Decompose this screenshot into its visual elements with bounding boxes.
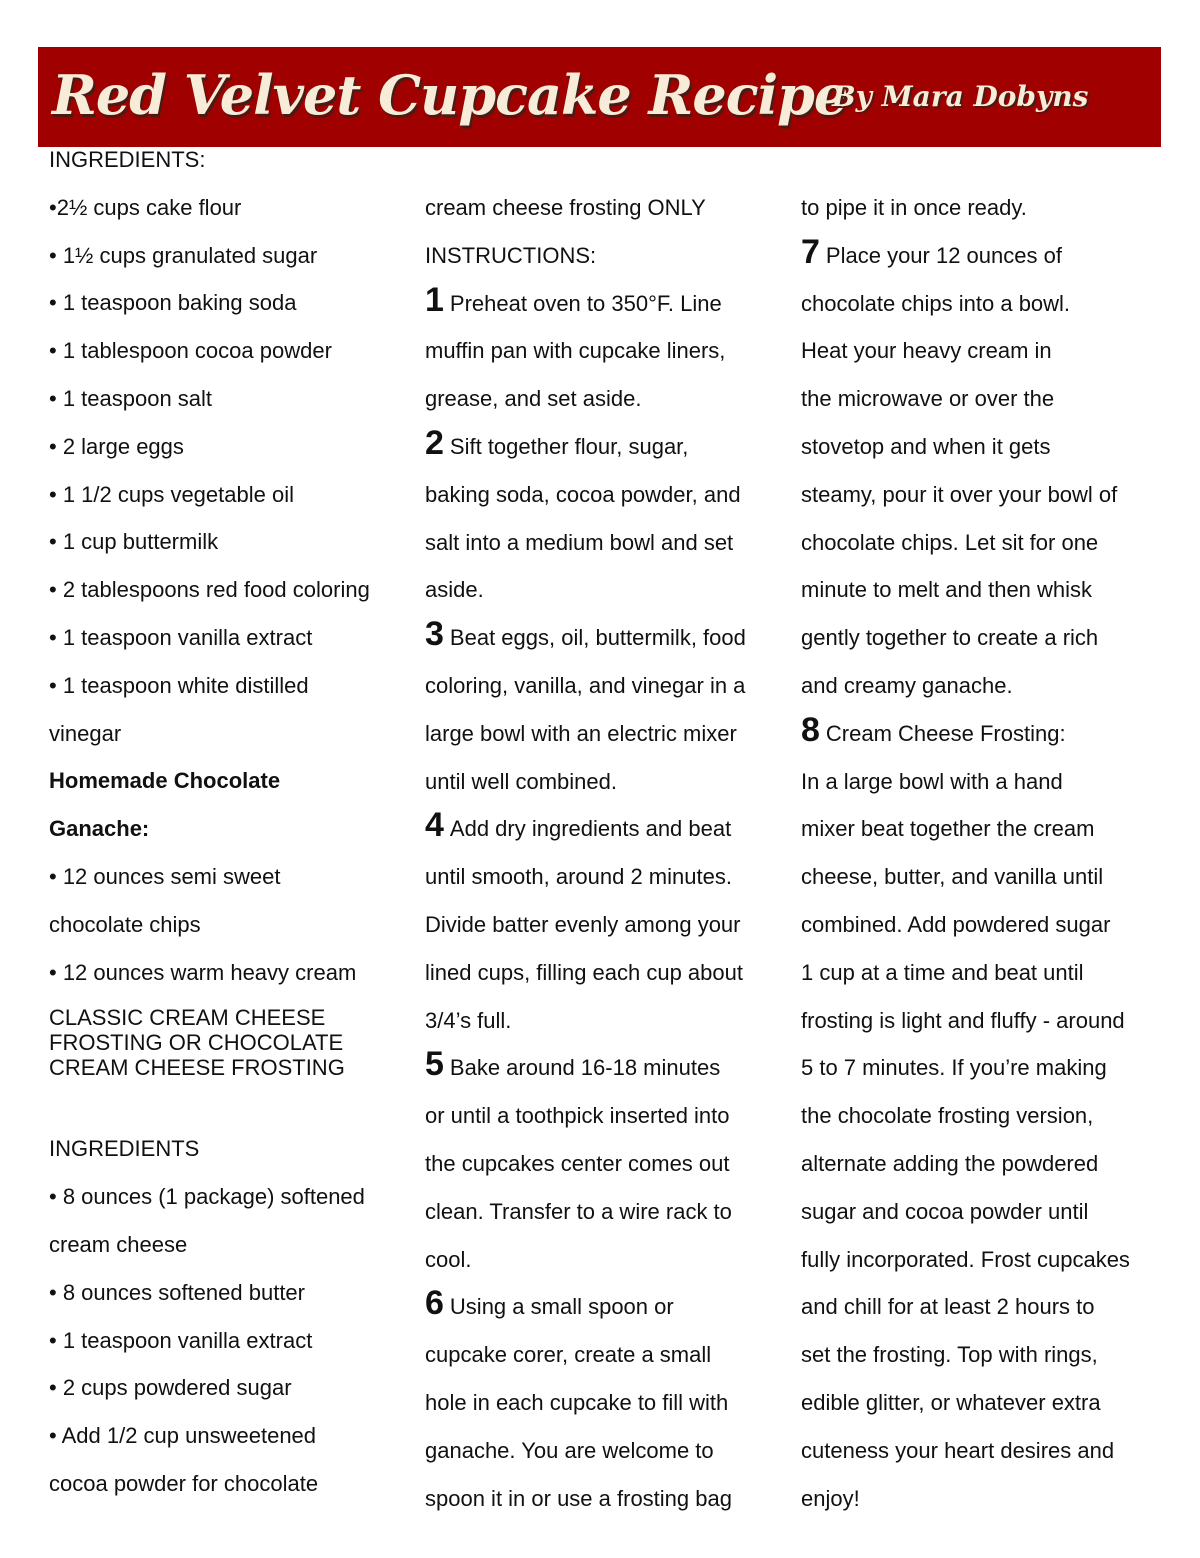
step-line: hole in each cupcake to fill with [425, 1389, 729, 1415]
ganache-item: chocolate chips [49, 911, 201, 937]
ingredient-item: • 2 large eggs [49, 433, 184, 459]
step-line: cuteness your heart desires and [801, 1437, 1115, 1463]
frosting-heading-line: CLASSIC CREAM CHEESE [49, 1005, 326, 1031]
step-line: edible glitter, or whatever extra [801, 1389, 1101, 1415]
step-line: chocolate chips into a bowl. [801, 290, 1071, 316]
step-line [425, 1283, 777, 1331]
step-text: Beat eggs, oil, buttermilk, food [449, 625, 746, 651]
step-line: baking soda, cocoa powder, and [425, 481, 741, 507]
step-line: 3/4’s full. [425, 1007, 512, 1033]
step-line: and chill for at least 2 hours to [801, 1294, 1095, 1320]
frosting-item: cocoa powder for chocolate [49, 1470, 319, 1496]
step-line: 5 to 7 minutes. If you’re making [801, 1055, 1107, 1081]
ingredient-item: • 1 teaspoon vanilla extract [49, 624, 313, 650]
step-number: 8 [801, 710, 820, 749]
ganache-heading: Ganache: [49, 816, 150, 842]
title-banner [38, 47, 1161, 147]
step-line: frosting is light and fluffy - around [801, 1007, 1125, 1033]
step-text: Cream Cheese Frosting: [825, 720, 1066, 746]
step-line [425, 805, 777, 853]
step-line: In a large bowl with a hand [801, 768, 1063, 794]
step-text: Place your 12 ounces of [825, 242, 1062, 268]
step-line: chocolate chips. Let sit for one [801, 529, 1099, 555]
step-line: enjoy! [801, 1485, 860, 1511]
step-line: Divide batter evenly among your [425, 911, 741, 937]
step-line: or until a toothpick inserted into [425, 1103, 730, 1129]
ingredient-item: vinegar [49, 720, 122, 746]
step-line [425, 280, 777, 328]
ingredient-item: • 1 teaspoon baking soda [49, 290, 297, 316]
step-line: stovetop and when it gets [801, 433, 1051, 459]
step-line: the chocolate frosting version, [801, 1103, 1094, 1129]
recipe-title: Red Velvet Cupcake Recipe [52, 63, 848, 127]
step-number: 2 [425, 423, 444, 462]
frosting-item: • 8 ounces softened butter [49, 1279, 305, 1305]
step-number: 1 [425, 280, 444, 319]
column-ingredients [49, 136, 401, 1508]
step-number: 6 [425, 1284, 444, 1323]
step-line: and creamy ganache. [801, 672, 1013, 698]
step-line: until well combined. [425, 768, 617, 794]
ganache-heading: Homemade Chocolate [49, 768, 281, 794]
step-line: steamy, pour it over your bowl of [801, 481, 1118, 507]
step-line: clean. Transfer to a wire rack to [425, 1198, 732, 1224]
step-line: aside. [425, 577, 484, 603]
step-line: the microwave or over the [801, 386, 1055, 412]
step-line: sugar and cocoa powder until [801, 1198, 1089, 1224]
step-line [801, 710, 1161, 758]
step-line: 1 cup at a time and beat until [801, 959, 1084, 985]
step-line: until smooth, around 2 minutes. [425, 864, 732, 890]
column-instructions-1 [425, 184, 777, 1522]
step-line: Heat your heavy cream in [801, 338, 1052, 364]
step-line: to pipe it in once ready. [801, 195, 1027, 220]
frosting-item: cream cheese [49, 1231, 188, 1257]
ingredient-item: • 1 1/2 cups vegetable oil [49, 481, 294, 507]
step-line: gently together to create a rich [801, 625, 1099, 651]
frosting-item: • 2 cups powdered sugar [49, 1375, 292, 1401]
step-line: lined cups, filling each cup about [425, 959, 743, 985]
ingredient-item: • 1 tablespoon cocoa powder [49, 338, 332, 364]
frosting-continued: cream cheese frosting ONLY [425, 195, 706, 220]
frosting-item: • 8 ounces (1 package) softened [49, 1184, 365, 1210]
step-text: Sift together flour, sugar, [449, 433, 689, 459]
step-text: Using a small spoon or [449, 1294, 674, 1320]
ingredient-item: • 1 teaspoon white distilled [49, 672, 309, 698]
step-line: combined. Add powdered sugar [801, 911, 1111, 937]
column-instructions-2 [801, 184, 1161, 1522]
step-line: cheese, butter, and vanilla until [801, 864, 1104, 890]
ingredient-item: •2½ cups cake flour [49, 194, 242, 220]
step-line [425, 1044, 777, 1092]
step-number: 3 [425, 615, 444, 654]
step-line: minute to melt and then whisk [801, 577, 1093, 603]
step-number: 4 [425, 806, 444, 845]
frosting-heading-line: CREAM CHEESE FROSTING [49, 1055, 345, 1081]
frosting-item: • 1 teaspoon vanilla extract [49, 1327, 313, 1353]
instructions-heading: INSTRUCTIONS: [425, 242, 597, 268]
step-line: ganache. You are welcome to [425, 1437, 714, 1463]
step-text: Add dry ingredients and beat [449, 816, 732, 842]
step-line: grease, and set aside. [425, 386, 642, 412]
step-line [425, 423, 777, 471]
frosting-heading-line: FROSTING OR CHOCOLATE [49, 1030, 344, 1056]
step-line: the cupcakes center comes out [425, 1150, 730, 1176]
step-line: muffin pan with cupcake liners, [425, 338, 726, 364]
step-line: salt into a medium bowl and set [425, 529, 734, 555]
step-line: alternate adding the powdered [801, 1150, 1099, 1176]
ganache-item: • 12 ounces semi sweet [49, 863, 281, 889]
ganache-item: • 12 ounces warm heavy cream [49, 959, 357, 985]
author-byline: By Mara Dobyns [832, 80, 1089, 113]
frosting-item: • Add 1/2 cup unsweetened [49, 1423, 317, 1449]
step-number: 5 [425, 1045, 444, 1084]
step-line: fully incorporated. Frost cupcakes [801, 1246, 1130, 1272]
step-line: large bowl with an electric mixer [425, 720, 737, 746]
ingredient-item: • 2 tablespoons red food coloring [49, 577, 370, 603]
step-text: Preheat oven to 350°F. Line [449, 290, 722, 316]
step-line: spoon it in or use a frosting bag [425, 1485, 732, 1511]
step-line: cool. [425, 1246, 472, 1272]
ingredient-item: • 1 teaspoon salt [49, 385, 213, 411]
step-line: coloring, vanilla, and vinegar in a [425, 672, 746, 698]
step-line: mixer beat together the cream [801, 816, 1095, 842]
step-line [425, 614, 777, 662]
step-number: 7 [801, 232, 820, 271]
step-text: Bake around 16-18 minutes [449, 1055, 721, 1081]
step-line: cupcake corer, create a small [425, 1342, 712, 1368]
frosting-heading [49, 996, 401, 1085]
ingredient-item: • 1½ cups granulated sugar [49, 242, 318, 268]
frosting-ingredients-heading: INGREDIENTS [49, 1136, 200, 1162]
step-line [801, 232, 1161, 280]
step-line: set the frosting. Top with rings, [801, 1342, 1098, 1368]
ingredients-heading: INGREDIENTS: [49, 147, 206, 172]
ingredient-item: • 1 cup buttermilk [49, 529, 219, 555]
